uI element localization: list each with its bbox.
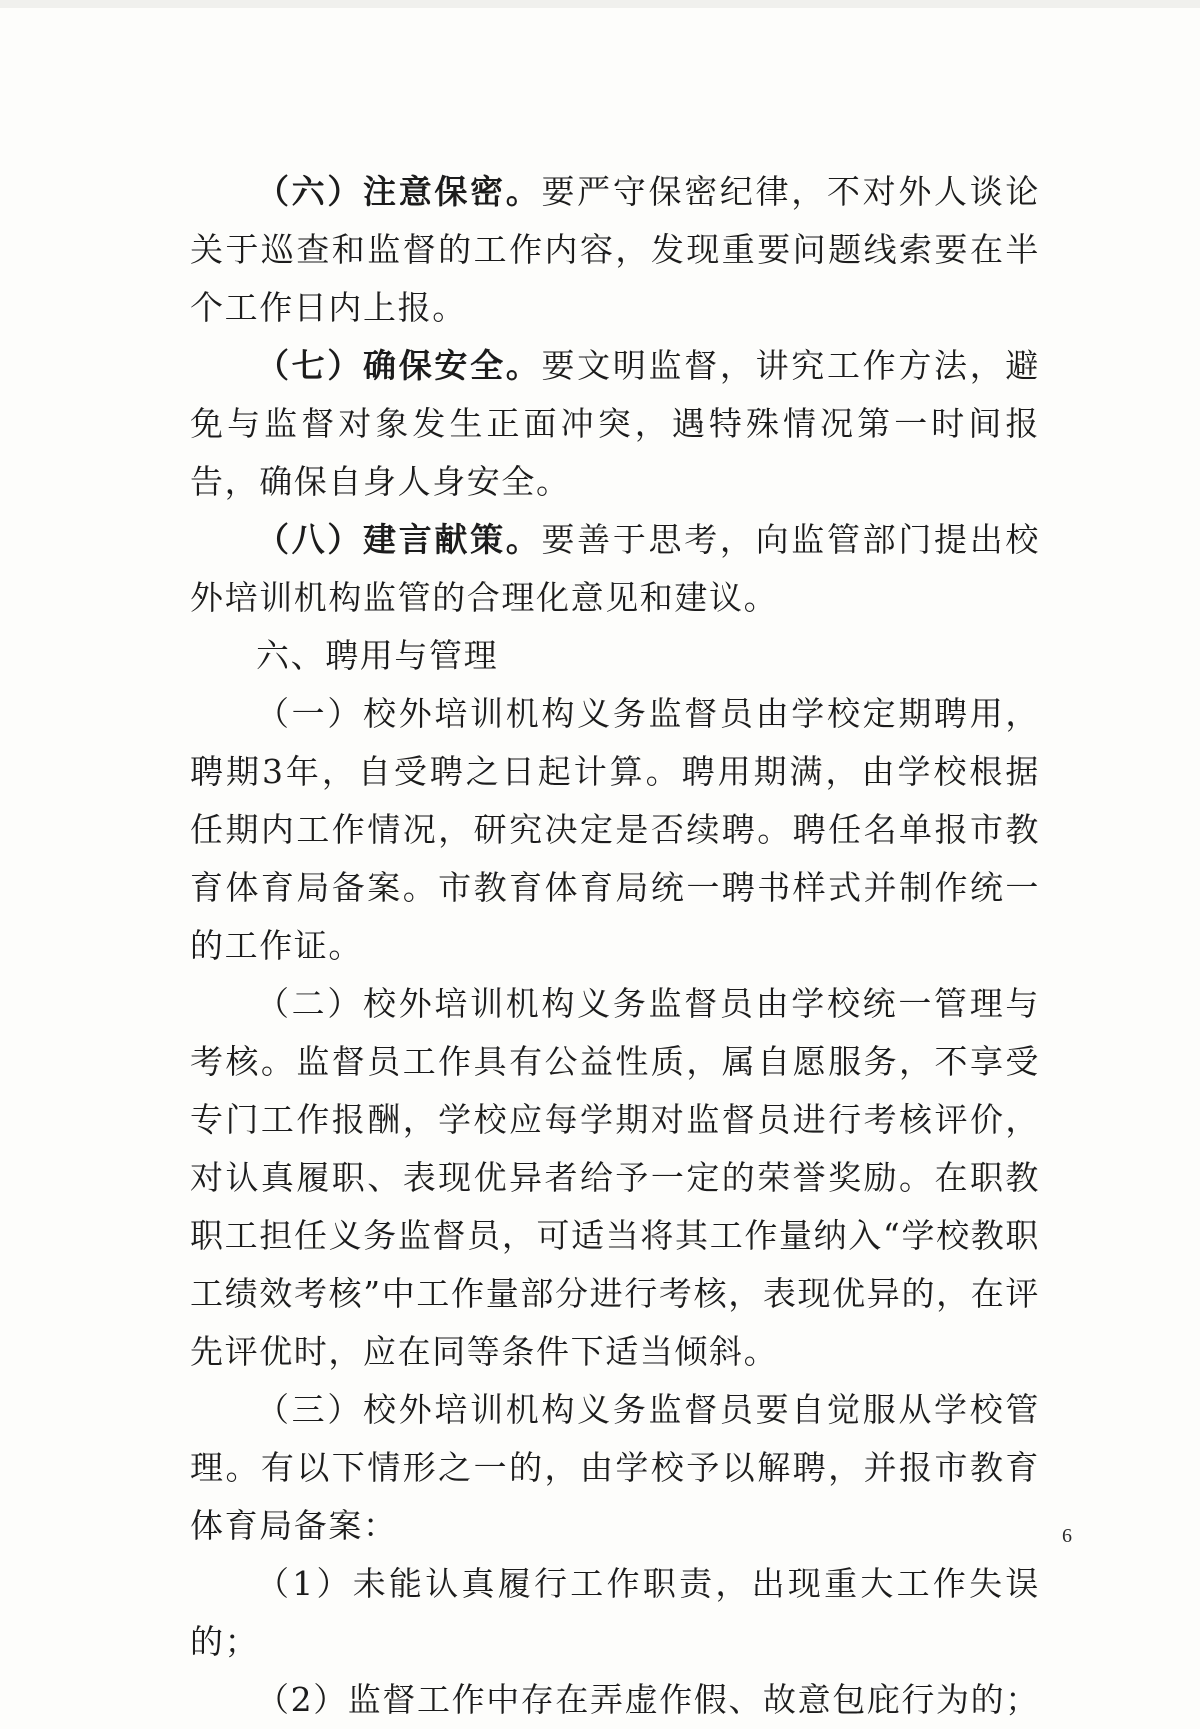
paragraph-text: 要文明监督，讲究工作方法，避免与监督对象发生正面冲突，遇特殊情况第一时间报告，确保自身人身安全。 [190,346,1040,501]
paragraph-suggestions [190,511,1040,627]
paragraph-text: 要严守保密纪律，不对外人谈论关于巡查和监督的工作内容，发现重要问题线索要在半个工作日内上报。 [190,172,1040,327]
scan-artifact [0,0,1200,8]
paragraph-text: 要善于思考，向监管部门提出校外培训机构监管的合理化意见和建议。 [190,520,1040,617]
paragraph-lead: （八）建言献策。 [256,520,542,559]
list-item-2: （2）监督工作中存在弄虚作假、故意包庇行为的； [256,1680,1040,1719]
list-item-1: （1）未能认真履行工作职责，出现重大工作失误的； [190,1564,1040,1661]
section-paragraph-2: （二）校外培训机构义务监督员由学校统一管理与考核。监督员工作具有公益性质，属自愿服务，不享受专门工作报酬，学校应每学期对监督员进行考核评价，对认真履职、表现优异者给予一定的荣誉奖励。在职教职工担任义务监督员，可适当将其工作量纳入“学校教职工绩效考核”中工作量部分进行考核，表现优异的，在评先评优时，应在同等条件下适当倾斜。 [190,984,1040,1371]
paragraph-safety [190,337,1040,511]
paragraph-lead: （六）注意保密。 [256,172,542,211]
document-body [190,163,1040,1729]
paragraph-confidentiality [190,163,1040,337]
paragraph-lead: （七）确保安全。 [256,346,542,385]
section-paragraph-3: （三）校外培训机构义务监督员要自觉服从学校管理。有以下情形之一的，由学校予以解聘，并报市教育体育局备案： [190,1390,1040,1545]
page-number: 6 [1062,1525,1072,1547]
section-heading: 六、聘用与管理 [256,636,499,675]
section-paragraph-1: （一）校外培训机构义务监督员由学校定期聘用，聘期3年，自受聘之日起计算。聘用期满，由学校根据任期内工作情况，研究决定是否续聘。聘任名单报市教育体育局备案。市教育体育局统一聘书样式并制作统一的工作证。 [190,694,1040,965]
